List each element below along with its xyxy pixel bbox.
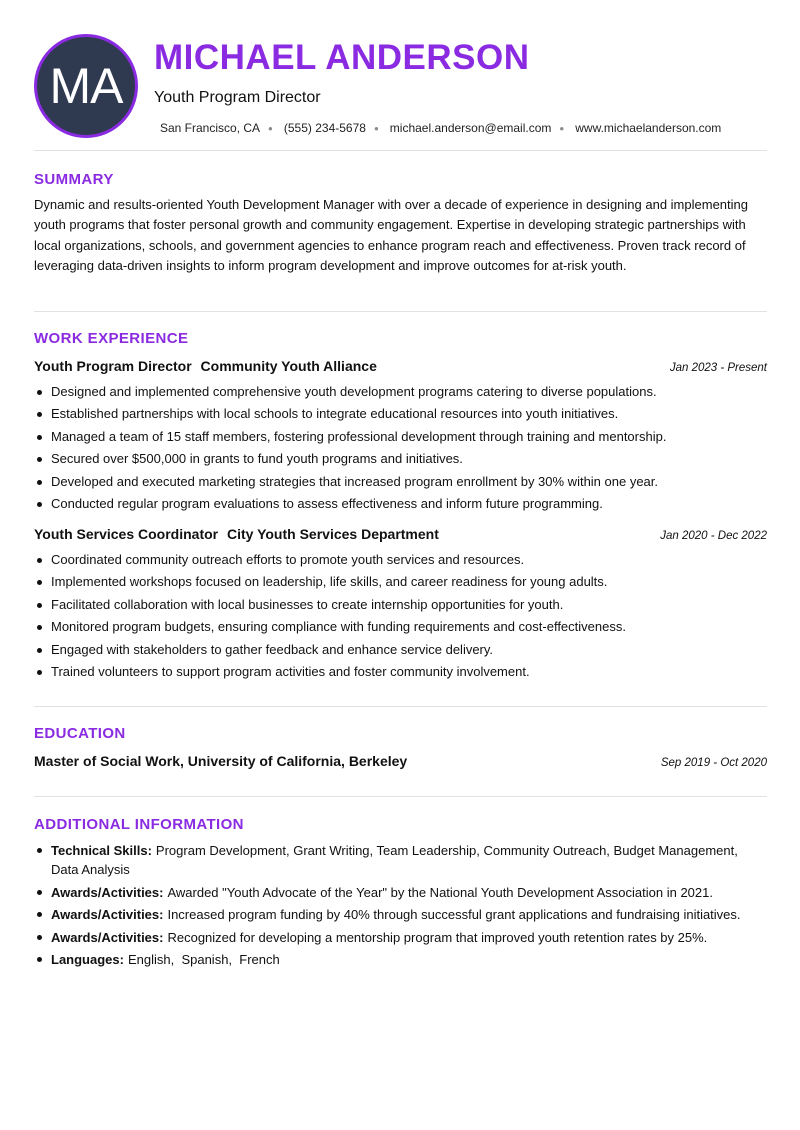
job-position xyxy=(34,526,439,542)
item-label: Awards/Activities: xyxy=(51,907,164,922)
separator-dot-icon: ● xyxy=(268,123,273,133)
divider xyxy=(34,311,767,312)
item-label: Awards/Activities: xyxy=(51,929,164,945)
list-item: Engaged with stakeholders to gather feedback and enhance service delivery. xyxy=(34,639,767,661)
list-item xyxy=(34,841,767,879)
item-label: Languages: xyxy=(51,952,124,967)
avatar-initials: MA xyxy=(49,58,123,114)
separator-dot-icon: ● xyxy=(373,123,379,133)
list-item: Secured over $500,000 in grants to fund youth programs and initiatives. xyxy=(34,448,767,470)
list-item: Managed a team of 15 staff members, fostering professional development through training and mentorship. xyxy=(34,426,767,448)
list-item: Conducted regular program evaluations to assess effectiveness and inform future programming. xyxy=(34,493,767,515)
job-bullet-list xyxy=(34,549,767,683)
list-item: Implemented workshops focused on leadership, life skills, and career readiness for young adults. xyxy=(34,571,767,593)
list-item xyxy=(34,905,767,924)
item-label: Technical Skills: xyxy=(51,843,152,858)
separator-dot-icon: ● xyxy=(559,123,565,133)
list-item: Established partnerships with local schools to integrate educational resources into youth initiatives. xyxy=(34,403,767,425)
job-header xyxy=(34,526,767,542)
divider xyxy=(34,796,767,797)
contact-email[interactable]: michael.anderson@email.com xyxy=(389,121,552,135)
item-text: Recognized for developing a mentorship program that improved youth retention rates by 25%. xyxy=(167,929,708,945)
job-position xyxy=(34,358,377,374)
contact-website[interactable]: www.michaelanderson.com xyxy=(575,121,722,135)
contact-location: San Francisco, CA xyxy=(160,121,261,135)
avatar xyxy=(34,34,138,138)
summary-text: Dynamic and results-oriented Youth Development Manager with over a decade of experience in designing and implementing youth programs that foster personal growth and community engagement. Expertise in developing strategic partnerships with local organizations, schools, and government agencies to enhance program reach and effectiveness. Proven track record of leveraging data-driven insights to inform program development and improve outcomes for at-risk youth. xyxy=(34,197,748,274)
list-item: Developed and executed marketing strategies that increased program enrollment by 30% within one year. xyxy=(34,471,767,493)
list-item: Facilitated collaboration with local businesses to create internship opportunities for youth. xyxy=(34,594,767,616)
additional-info-list xyxy=(34,841,767,973)
list-item: Coordinated community outreach efforts to promote youth services and resources. xyxy=(34,549,767,571)
list-item: Designed and implemented comprehensive youth development programs catering to diverse populations. xyxy=(34,381,767,403)
list-item xyxy=(34,950,767,969)
education-heading: EDUCATION xyxy=(34,725,126,742)
item-text: Program Development, Grant Writing, Team Leadership, Community Outreach, Budget Management, Data Analysis xyxy=(51,843,738,877)
candidate-name: MICHAEL ANDERSON xyxy=(154,38,530,77)
job-dates: Jan 2023 - Present xyxy=(669,362,767,374)
divider xyxy=(34,150,767,151)
divider xyxy=(34,706,767,707)
education-dates: Sep 2019 - Oct 2020 xyxy=(660,757,767,769)
list-item xyxy=(34,883,767,902)
contact-bar xyxy=(160,121,721,135)
job-role: Youth Program Director xyxy=(34,358,192,374)
item-label: Awards/Activities: xyxy=(51,884,164,900)
job-bullet-list xyxy=(34,381,767,515)
job-role: Youth Services Coordinator xyxy=(34,526,219,542)
work-experience-heading: WORK EXPERIENCE xyxy=(34,330,189,347)
additional-info-heading: ADDITIONAL INFORMATION xyxy=(34,816,244,833)
list-item xyxy=(34,928,767,947)
summary-heading: SUMMARY xyxy=(34,171,114,188)
job-header xyxy=(34,358,767,374)
job-organization: City Youth Services Department xyxy=(227,526,439,542)
job-title: Youth Program Director xyxy=(154,89,321,106)
education-degree: Master of Social Work, University of California, Berkeley xyxy=(34,753,408,769)
contact-phone: (555) 234-5678 xyxy=(283,121,366,135)
education-entry xyxy=(34,753,767,769)
job-dates: Jan 2020 - Dec 2022 xyxy=(660,530,767,542)
item-text: English, Spanish, French xyxy=(127,952,280,967)
list-item: Monitored program budgets, ensuring compliance with funding requirements and cost-effectiveness. xyxy=(34,616,767,638)
item-text: Increased program funding by 40% through successful grant applications and fundraising initiatives. xyxy=(167,907,741,922)
job-organization: Community Youth Alliance xyxy=(200,358,377,374)
item-text: Awarded "Youth Advocate of the Year" by the National Youth Development Association in 2021. xyxy=(167,884,713,900)
list-item: Trained volunteers to support program activities and foster community involvement. xyxy=(34,661,767,683)
